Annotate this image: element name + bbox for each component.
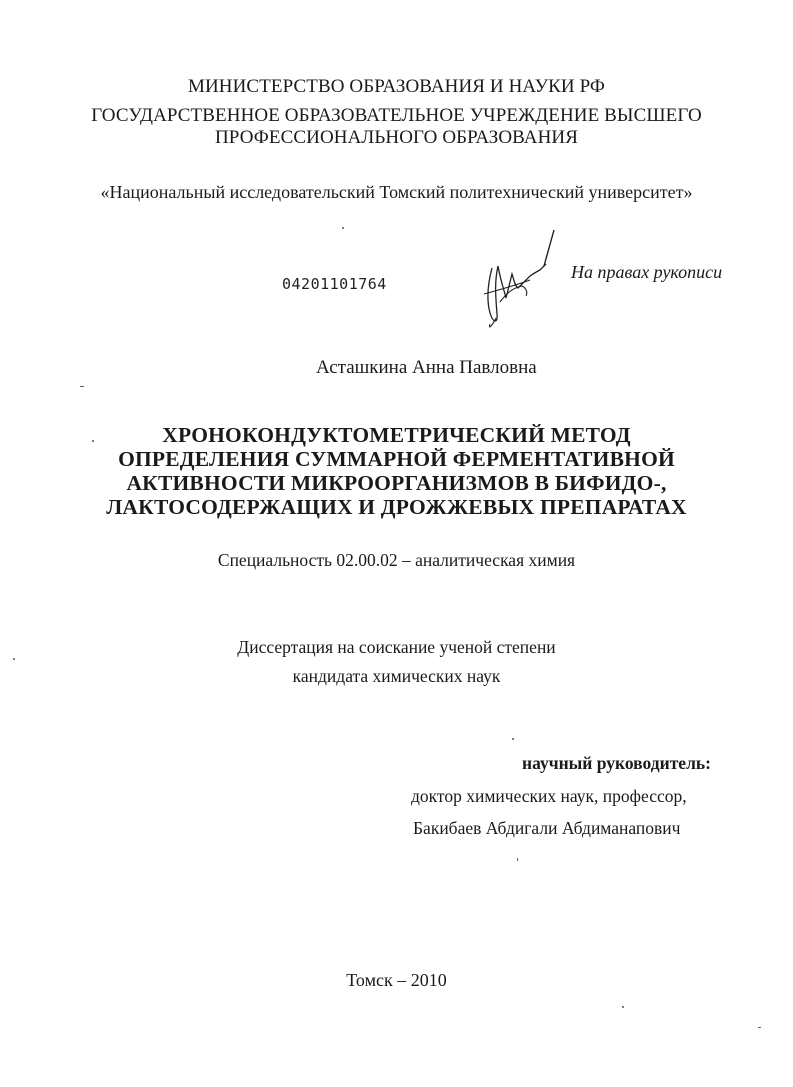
scan-speck: [13, 658, 15, 660]
city-year: Томск – 2010: [346, 970, 447, 990]
supervisor-label: научный руководитель:: [522, 753, 711, 773]
scan-speck: [80, 386, 84, 387]
institution-heading-line2: ПРОФЕССИОНАЛЬНОГО ОБРАЗОВАНИЯ: [214, 127, 578, 148]
university-name: «Национальный исследовательский Томский политехнический университет»: [100, 182, 693, 202]
scan-speck: [517, 858, 518, 861]
supervisor-name: Бакибаев Абдигали Абдиманапович: [413, 818, 681, 838]
thesis-title-line1: ХРОНОКОНДУКТОМЕТРИЧЕСКИЙ МЕТОД: [162, 423, 631, 447]
specialty: Специальность 02.00.02 – аналитическая химия: [217, 550, 576, 570]
scan-speck: [92, 440, 94, 442]
scan-speck: [512, 738, 514, 740]
author-name: Асташкина Анна Павловна: [316, 357, 537, 378]
handwritten-signature: [478, 228, 558, 333]
supervisor-degree: доктор химических наук, профессор,: [411, 786, 687, 806]
manuscript-rights-note: На правах рукописи: [571, 262, 723, 282]
ministry-heading: МИНИСТЕРСТВО ОБРАЗОВАНИЯ И НАУКИ РФ: [187, 76, 606, 97]
registration-code: 04201101764: [282, 275, 387, 293]
scan-speck: [342, 227, 344, 229]
thesis-title-line3: АКТИВНОСТИ МИКРООРГАНИЗМОВ В БИФИДО-,: [126, 471, 667, 495]
thesis-title-line2: ОПРЕДЕЛЕНИЯ СУММАРНОЙ ФЕРМЕНТАТИВНОЙ: [118, 447, 675, 471]
thesis-title-line4: ЛАКТОСОДЕРЖАЩИХ И ДРОЖЖЕВЫХ ПРЕПАРАТАХ: [106, 495, 687, 519]
institution-heading-line1: ГОСУДАРСТВЕННОЕ ОБРАЗОВАТЕЛЬНОЕ УЧРЕЖДЕНИЕ ВЫСШЕГО: [91, 105, 702, 126]
scan-speck: [622, 1006, 624, 1008]
dissertation-degree-line1: Диссертация на соискание ученой степени: [237, 637, 556, 657]
scan-speck: [758, 1027, 761, 1028]
dissertation-degree-line2: кандидата химических наук: [292, 666, 501, 686]
